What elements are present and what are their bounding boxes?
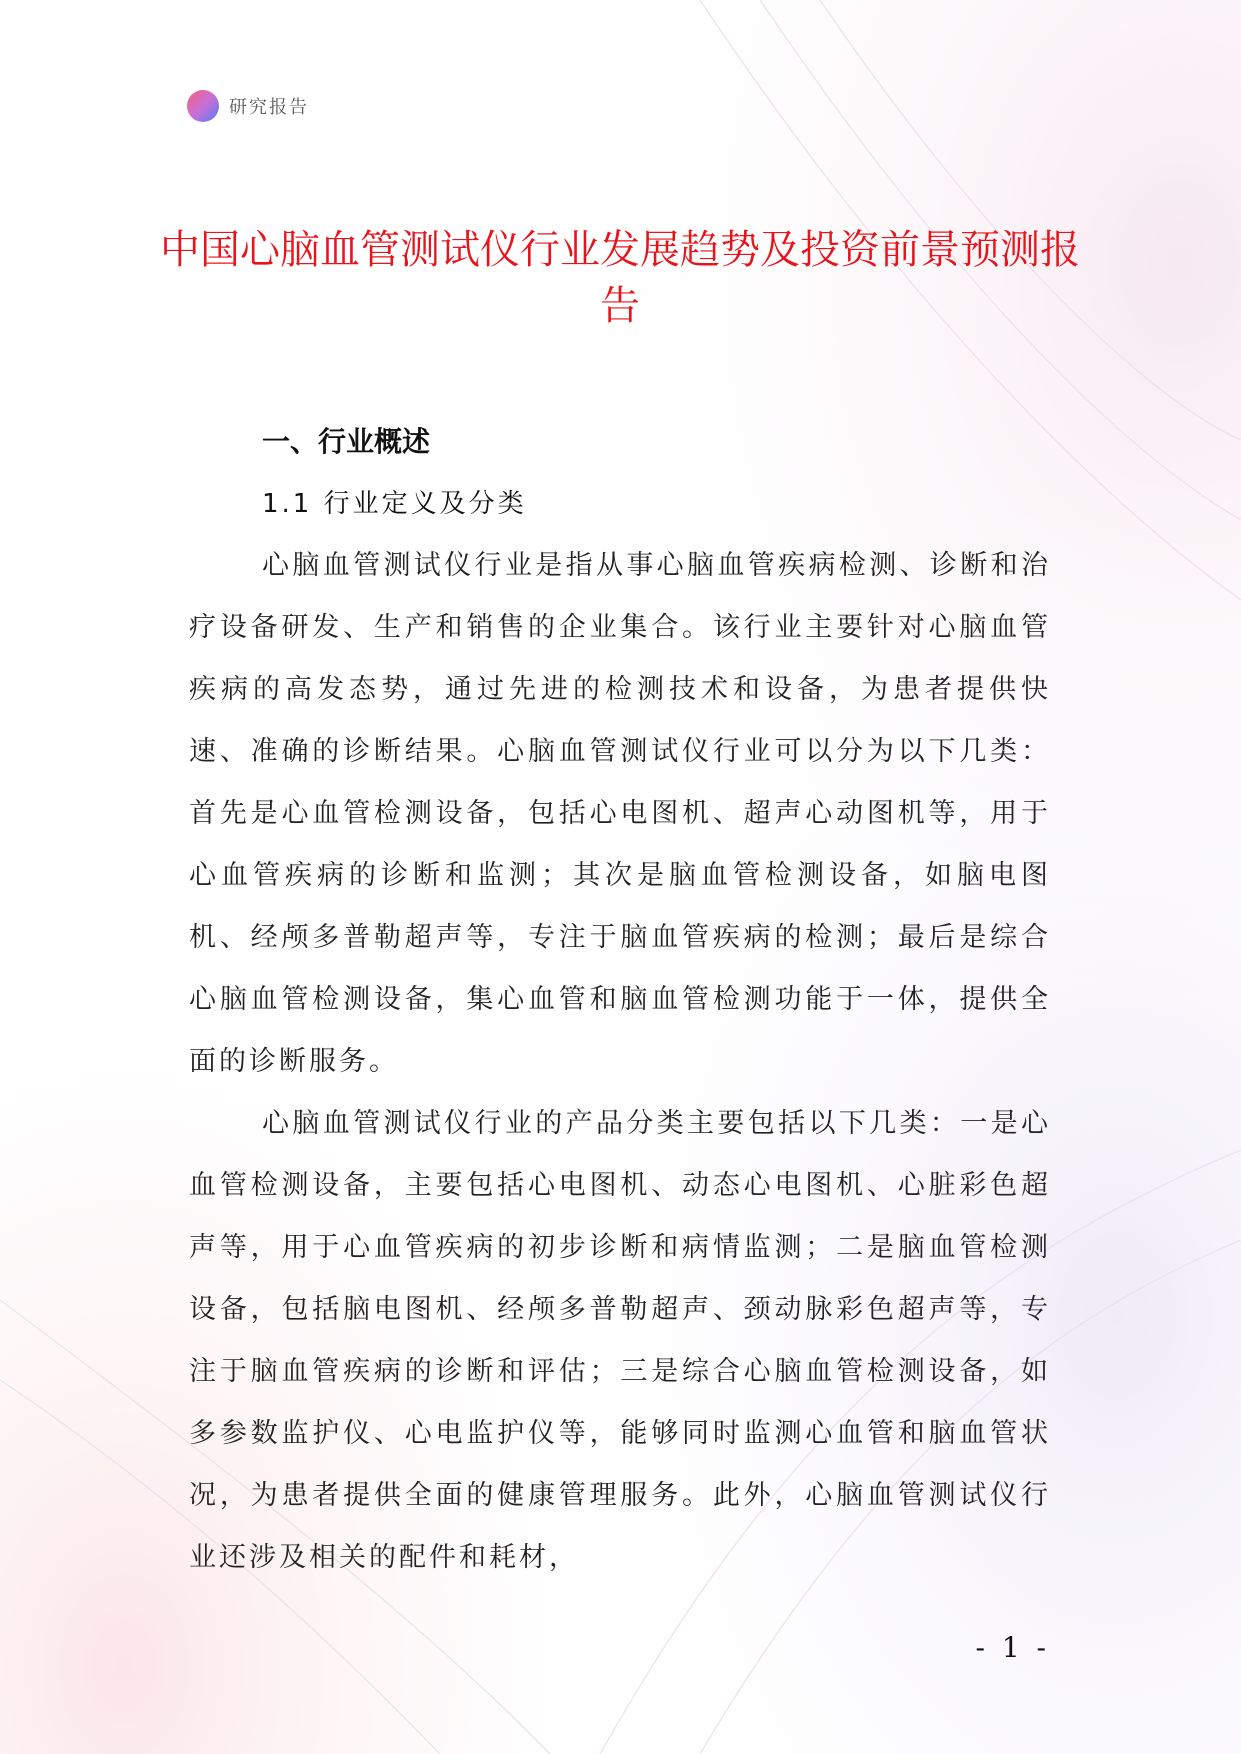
- page-number: - 1 -: [975, 1631, 1050, 1664]
- subsection-heading: 1.1 行业定义及分类: [262, 489, 527, 519]
- header-label: 研究报告: [229, 97, 309, 118]
- report-header: [187, 89, 309, 123]
- body-text: [189, 535, 1051, 1589]
- paragraph: 心脑血管测试仪行业是指从事心脑血管疾病检测、诊断和治疗设备研发、生产和销售的企业集合。该行业主要针对心脑血管疾病的高发态势，通过先进的检测技术和设备，为患者提供快速、准确的诊断结果。心脑血管测试仪行业可以分为以下几类：首先是心血管检测设备，包括心电图机、超声心动图机等，用于心血管疾病的诊断和监测；其次是脑血管检测设备，如脑电图机、经颅多普勒超声等，专注于脑血管疾病的检测；最后是综合心脑血管检测设备，集心血管和脑血管检测功能于一体，提供全面的诊断服务。: [189, 550, 1051, 1077]
- report-logo-icon: [187, 90, 219, 122]
- report-title: 中国心脑血管测试仪行业发展趋势及投资前景预测报告: [160, 227, 1080, 329]
- paragraph: 心脑血管测试仪行业的产品分类主要包括以下几类：一是心血管检测设备，主要包括心电图机、动态心电图机、心脏彩色超声等，用于心血管疾病的初步诊断和病情监测；二是脑血管检测设备，包括脑电图机、经颅多普勒超声、颈动脉彩色超声等，专注于脑血管疾病的诊断和评估；三是综合心脑血管检测设备，如多参数监护仪、心电监护仪等，能够同时监测心血管和脑血管状况，为患者提供全面的健康管理服务。此外，心脑血管测试仪行业还涉及相关的配件和耗材，: [189, 1108, 1051, 1573]
- section-heading: 一、行业概述: [262, 425, 431, 458]
